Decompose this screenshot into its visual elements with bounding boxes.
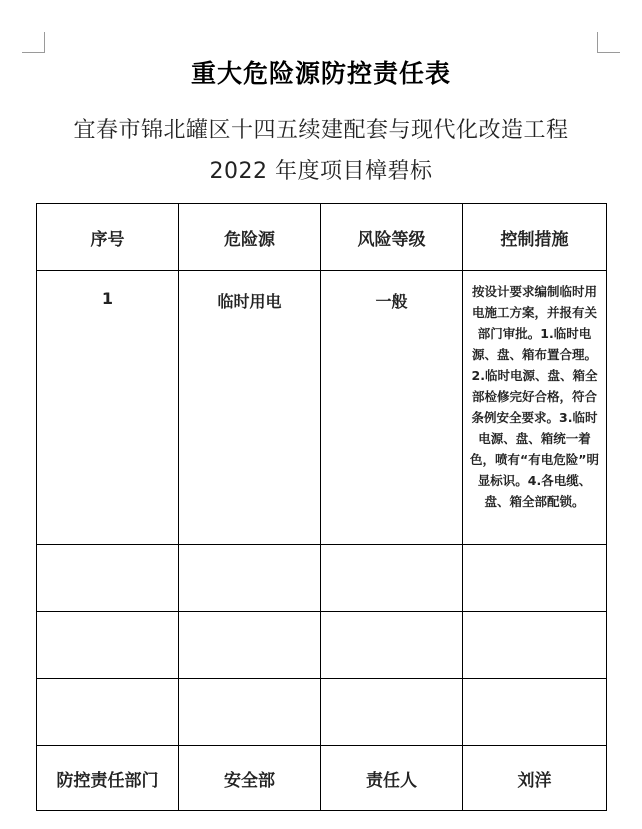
empty-cell bbox=[463, 612, 607, 679]
cell-control-measures-text: 按设计要求编制临时用电施工方案，并报有关部门审批。1.临时电源、盘、箱布置合理。2.临时电源、盘、箱全部检修完好合格，符合条例安全要求。3.临时电源、盘、箱统一着色，喷有“有电危险”明显标识。4.各电缆、盘、箱全部配锁。 bbox=[470, 284, 599, 509]
footer-dept-label: 防控责任部门 bbox=[37, 746, 179, 811]
empty-cell bbox=[179, 612, 321, 679]
table-row bbox=[37, 271, 607, 545]
empty-cell bbox=[37, 612, 179, 679]
empty-cell bbox=[321, 612, 463, 679]
empty-cell bbox=[463, 679, 607, 746]
header-control-measures: 控制措施 bbox=[463, 204, 607, 271]
empty-cell bbox=[463, 545, 607, 612]
document-title: 重大危险源防控责任表 bbox=[190, 59, 451, 88]
cell-index-text: 1 bbox=[101, 289, 114, 308]
table-footer-row bbox=[37, 746, 607, 811]
cell-index bbox=[37, 271, 179, 545]
empty-cell bbox=[37, 545, 179, 612]
footer-person-label: 责任人 bbox=[321, 746, 463, 811]
table-row-empty bbox=[37, 679, 607, 746]
empty-cell bbox=[321, 545, 463, 612]
document-subtitle-project: 宜春市锦北罐区十四五续建配套与现代化改造工程 bbox=[73, 118, 569, 143]
footer-dept-value: 安全部 bbox=[179, 746, 321, 811]
empty-cell bbox=[321, 679, 463, 746]
cell-risk-level-text: 一般 bbox=[375, 292, 408, 311]
empty-cell bbox=[179, 545, 321, 612]
header-hazard: 危险源 bbox=[179, 204, 321, 271]
cell-control-measures bbox=[463, 271, 607, 545]
document-subtitle-section: 2022 年度项目樟碧标 bbox=[209, 159, 433, 184]
header-index: 序号 bbox=[37, 204, 179, 271]
page-corner-mark-top-right bbox=[597, 32, 620, 53]
cell-hazard bbox=[179, 271, 321, 545]
hazard-responsibility-table bbox=[36, 203, 607, 811]
page-corner-mark-top-left bbox=[22, 32, 45, 53]
cell-hazard-text: 临时用电 bbox=[217, 292, 282, 311]
table-header-row bbox=[37, 204, 607, 271]
table-row-empty bbox=[37, 612, 607, 679]
cell-risk-level bbox=[321, 271, 463, 545]
table-row-empty bbox=[37, 545, 607, 612]
empty-cell bbox=[37, 679, 179, 746]
empty-cell bbox=[179, 679, 321, 746]
footer-person-value: 刘洋 bbox=[463, 746, 607, 811]
header-risk-level: 风险等级 bbox=[321, 204, 463, 271]
